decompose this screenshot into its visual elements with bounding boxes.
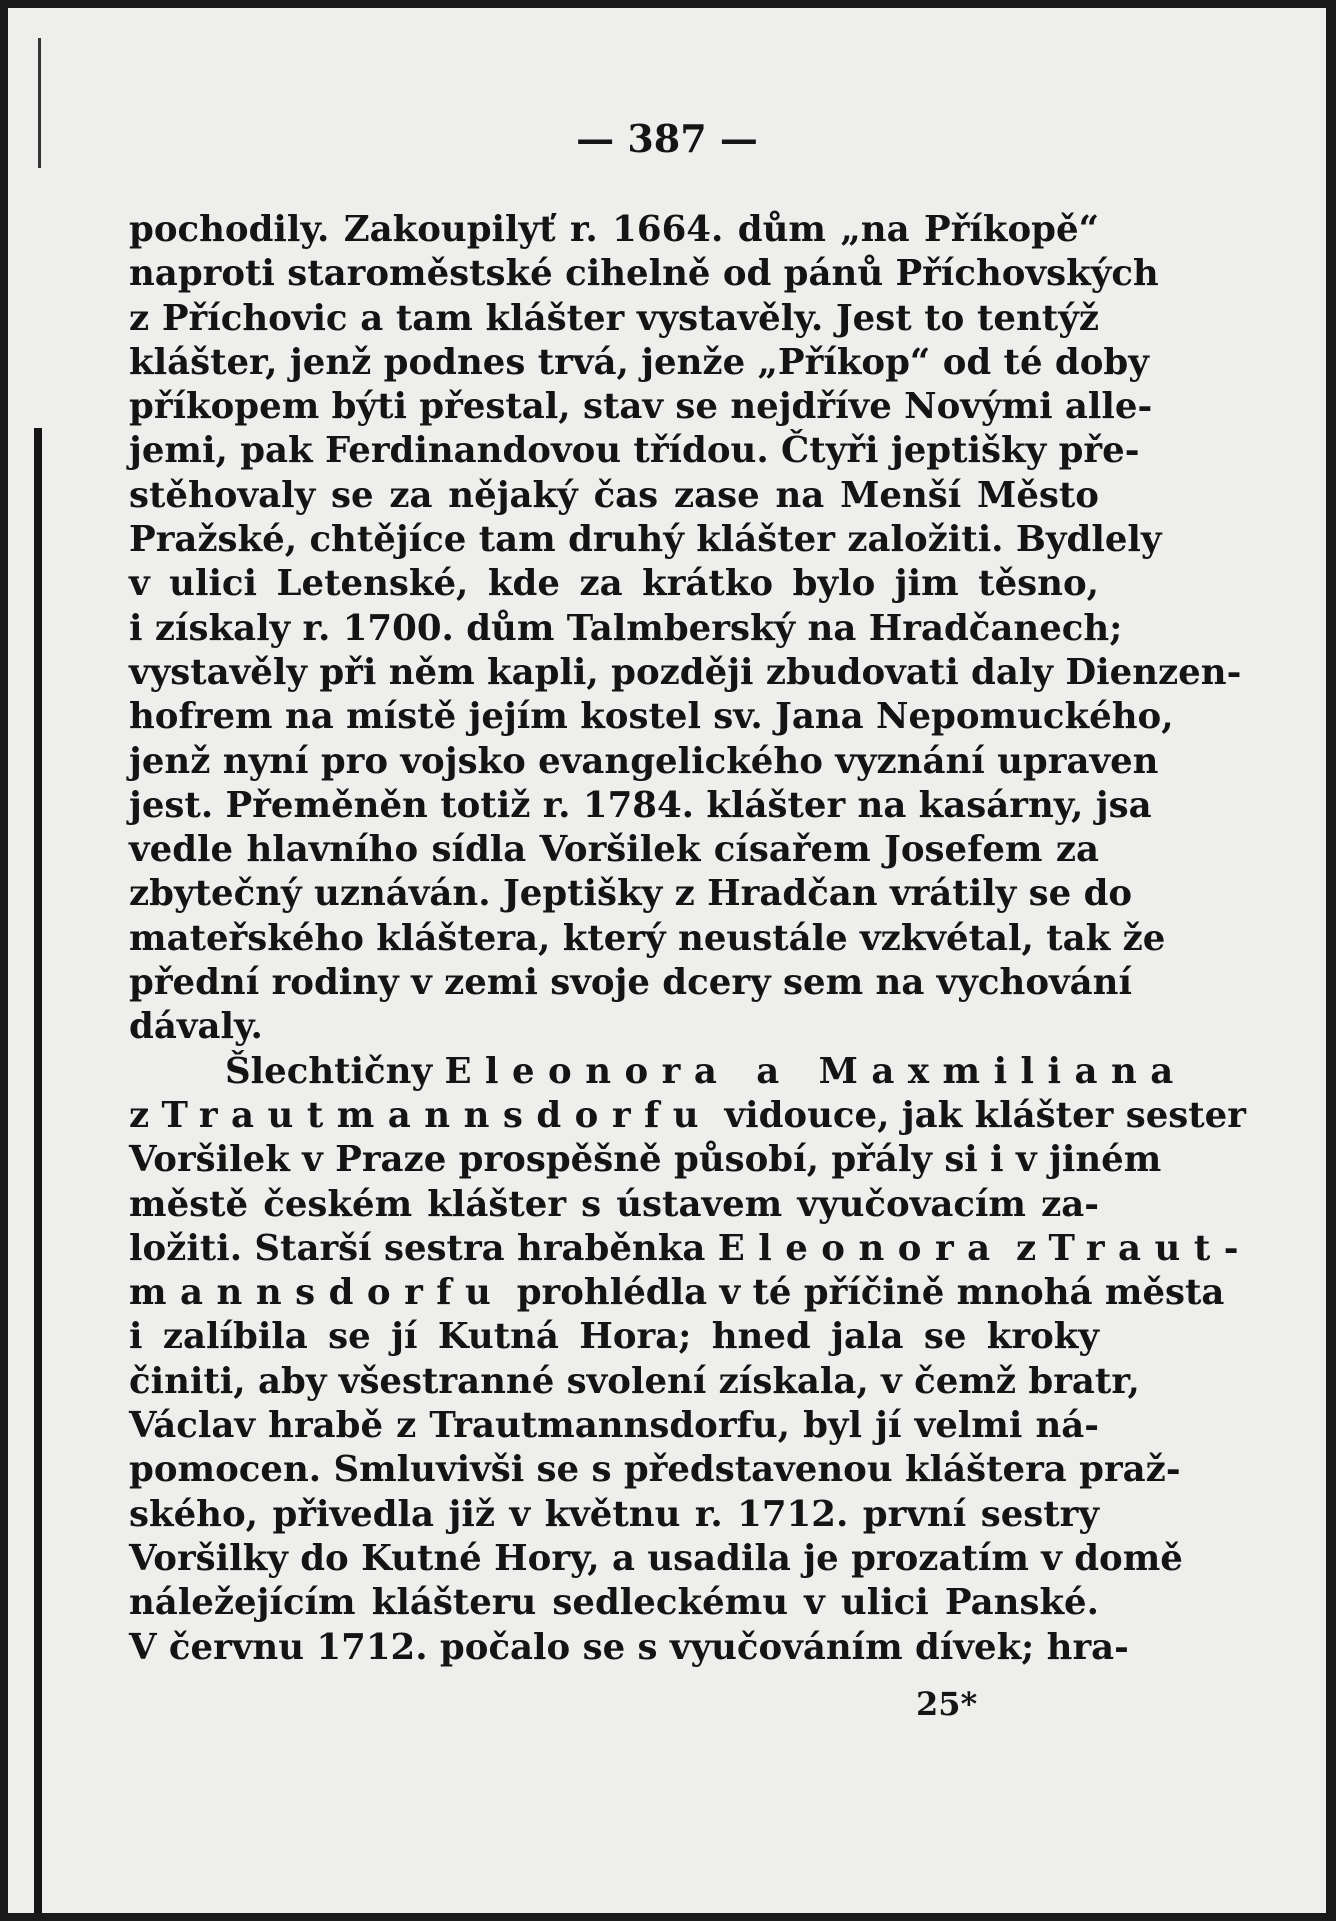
text-line: naproti staroměstské cihelně od pánů Příchovských (129, 253, 1159, 295)
text-line: klášter, jenž podnes trvá, jenže „Příkop“ od té doby (129, 341, 1149, 383)
spaced-name: Trautmannsdorfu (161, 1094, 713, 1136)
text-line: Pražské, chtějíce tam druhý klášter založiti. Bydlely (129, 519, 1162, 561)
text-segment: ložiti. Starší sestra hraběnka (129, 1227, 718, 1269)
spaced-name: Eleonora (444, 1050, 731, 1092)
text-line: příkopem býti přestal, stav se nejdříve Novými alle- (129, 386, 1153, 428)
text-line: i zalíbila se jí Kutná Hora; hned jala se kroky (129, 1316, 1099, 1358)
text-line (129, 1271, 1225, 1315)
text-line: pomocen. Smluvivši se s představenou kláštera praž- (129, 1449, 1181, 1491)
text-line: Voršilky do Kutné Hory, a usadila je prozatím v domě (129, 1537, 1183, 1579)
text-line: městě českém klášter s ústavem vyučovacím za- (129, 1183, 1099, 1225)
text-line: náležejícím klášteru sedleckému v ulici Panské. (129, 1582, 1099, 1624)
text-line: z Příchovic a tam klášter vystavěly. Jest to tentýž (129, 297, 1099, 339)
text-line: ského, přivedla již v květnu r. 1712. první sestry (129, 1493, 1099, 1535)
body-text (129, 208, 1252, 1670)
text-line: pochodily. Zakoupilyť r. 1664. dům „na Příkopě“ (129, 209, 1099, 250)
page-number: — 387 — (576, 116, 758, 161)
text-line: i získaly r. 1700. dům Talmberský na Hradčanech; (129, 607, 1123, 649)
text-segment: vidouce, jak klášter sester (712, 1094, 1246, 1136)
text-line: Václav hrabě z Trautmannsdorfu, byl jí velmi ná- (129, 1405, 1099, 1447)
text-line: stěhovaly se za nějaký čas zase na Menší Město (129, 474, 1099, 516)
text-line: jenž nyní pro vojsko evangelického vyznání upraven (129, 740, 1159, 782)
text-line (129, 1050, 1187, 1094)
text-line: činiti, aby všestranné svolení získala, v čemž bratr, (129, 1360, 1140, 1402)
binding-edge (34, 428, 42, 1913)
text-line: mateřského kláštera, který neustále vzkvétal, tak že (129, 917, 1166, 959)
spaced-name: Traut- (1048, 1227, 1252, 1269)
text-line: zbytečný uznáván. Jeptišky z Hradčan vrátily se do (129, 873, 1133, 915)
text-line: V červnu 1712. počalo se s vyučováním dívek; hra- (129, 1626, 1129, 1668)
text-line: hofrem na místě jejím kostel sv. Jana Nepomuckého, (129, 696, 1174, 738)
text-segment: z (129, 1094, 162, 1136)
text-line (129, 1094, 1246, 1138)
book-page (8, 8, 1326, 1913)
signature-mark: 25* (916, 1685, 978, 1723)
text-line: jemi, pak Ferdinandovou třídou. Čtyři jeptišky pře- (129, 430, 1140, 472)
spaced-name: Maxmiliana (818, 1050, 1187, 1092)
text-line: přední rodiny v zemi svoje dcery sem na vychování (129, 962, 1132, 1004)
text-segment: Šlechtičny (225, 1050, 445, 1092)
text-line: dávaly. (129, 1006, 263, 1048)
text-line: vedle hlavního sídla Voršilek císařem Josefem za (129, 829, 1099, 871)
text-segment: a (730, 1050, 819, 1092)
spaced-name: mannsdorfu (129, 1272, 505, 1314)
text-line: v ulici Letenské, kde za krátko bylo jim těsno, (129, 563, 1099, 605)
text-segment: z (1003, 1227, 1049, 1269)
spaced-name: Eleonora (717, 1227, 1004, 1269)
text-line: jest. Přeměněn totiž r. 1784. klášter na kasárny, jsa (129, 784, 1152, 826)
text-line: vystavěly při něm kapli, později zbudovati daly Dienzen- (129, 651, 1242, 693)
text-line (129, 1227, 1252, 1271)
text-segment: prohlédla v té příčině mnohá města (504, 1272, 1225, 1314)
text-line: Voršilek v Praze prospěšně působí, přály si i v jiném (129, 1139, 1162, 1181)
